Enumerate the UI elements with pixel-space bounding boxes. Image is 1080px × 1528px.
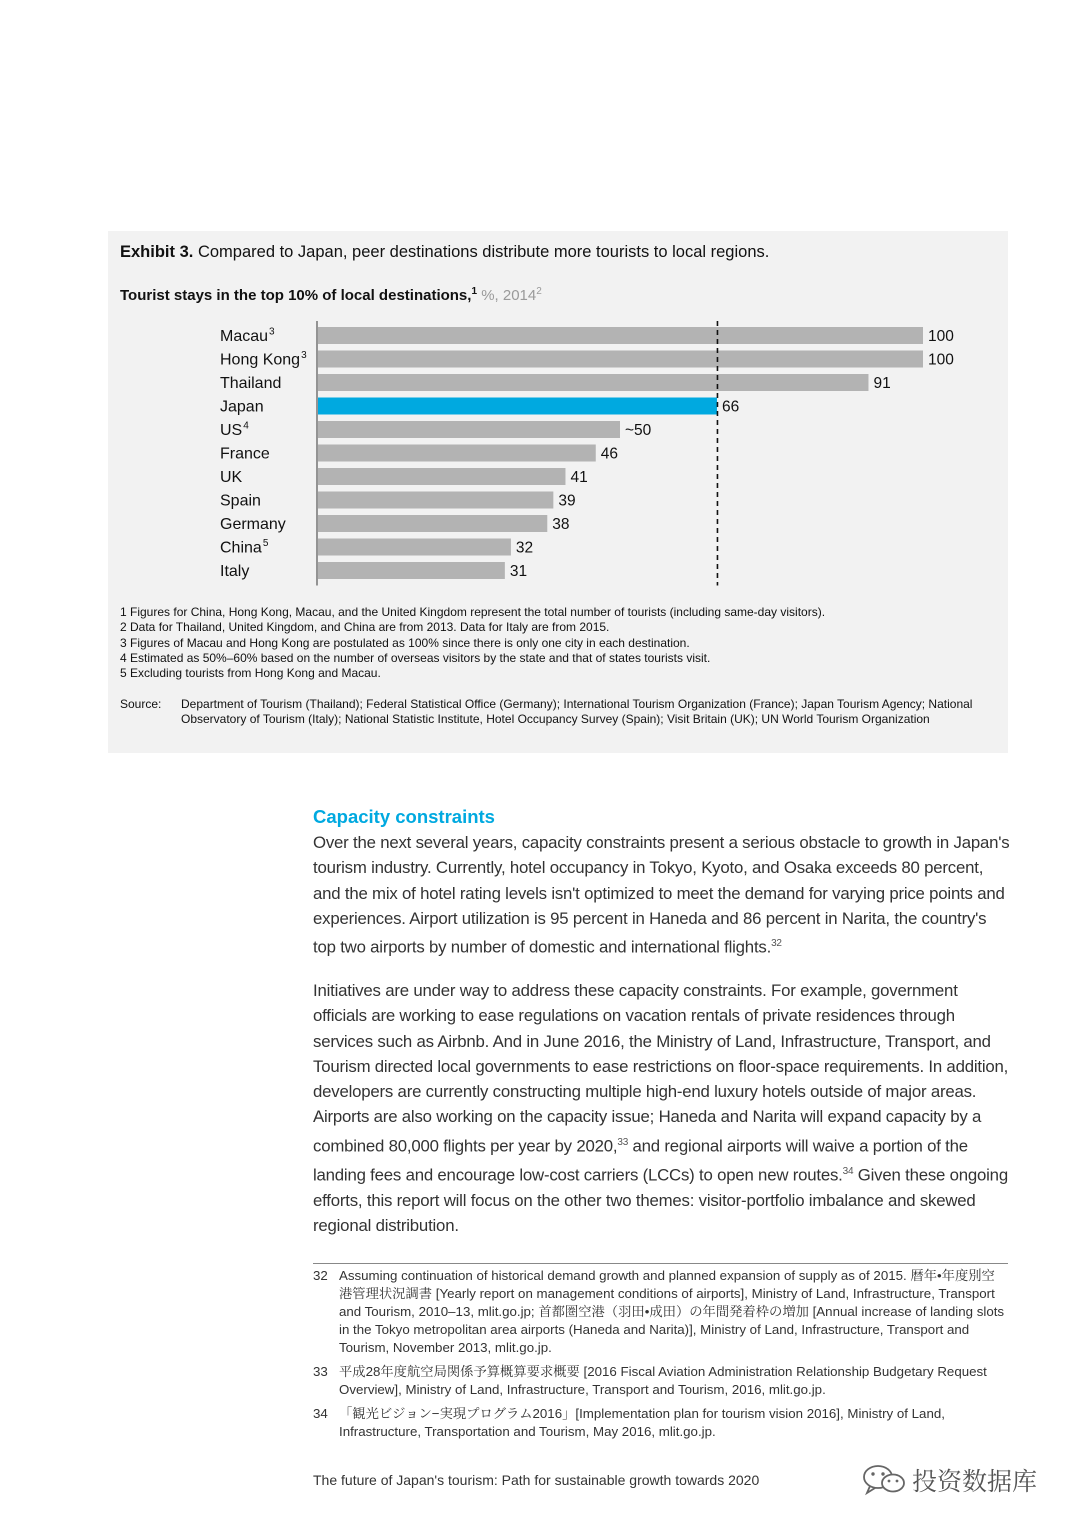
footnote-number: 34 <box>313 1406 328 1421</box>
category-footnote-ref: 3 <box>301 350 307 361</box>
exhibit-note: 1 Figures for China, Hong Kong, Macau, and the United Kingdom represent the total number of tourists (including same-day visitors). <box>120 605 826 619</box>
watermark <box>862 1462 1037 1498</box>
subtitle-unit: %, 2014 <box>481 287 537 304</box>
footnotes <box>313 1267 1008 1447</box>
value-label: 38 <box>552 516 570 533</box>
exhibit-label: Exhibit 3. <box>120 243 194 261</box>
category-label: Italy <box>220 563 250 580</box>
exhibit-title <box>120 243 769 262</box>
value-label: 91 <box>873 375 891 392</box>
bar-germany <box>318 515 547 532</box>
exhibit-title-text: Compared to Japan, peer destinations distribute more tourists to local regions. <box>197 243 770 261</box>
subtitle-footnote-ref: 1 <box>471 286 478 297</box>
exhibit-note: 3 Figures of Macau and Hong Kong are postulated as 100% since there is only one city in each destination. <box>120 635 690 650</box>
value-label: 41 <box>570 469 588 486</box>
exhibit-panel <box>108 231 1008 753</box>
footnote-33 <box>313 1363 1008 1399</box>
bar-thailand <box>318 374 868 391</box>
exhibit-note: 5 Excluding tourists from Hong Kong and Macau. <box>120 666 381 681</box>
category-label: Japan <box>220 398 264 416</box>
bar-uk <box>318 468 565 485</box>
page-footer: The future of Japan's tourism: Path for sustainable growth towards 2020 <box>313 1472 760 1488</box>
value-label: 66 <box>721 398 740 416</box>
footnote-number: 33 <box>313 1364 328 1379</box>
category-label: Hong Kong <box>220 351 301 369</box>
category-label: Macau <box>220 328 269 345</box>
value-label: 100 <box>928 351 954 369</box>
bar-chart-svg <box>108 321 1008 591</box>
value-label: ~50 <box>625 422 652 439</box>
bar-macau <box>318 327 923 344</box>
paragraph-1-text: Over the next several years, capacity constraints present a serious obstacle to growth in Japan's tourism industry. Currently, hotel occupancy in Tokyo, Kyoto, and Osaka exceeds 80 percent, and the mix of hotel rating levels isn't optimized to meet the demand for varying price points and experiences. Airport utilization is 95 percent in Haneda and 86 percent in Narita, the country's top two airports by number of domestic and international flights. <box>313 833 1010 957</box>
paragraph-2-text-b: and regional airports will waive a portion of the landing fees and encourage low-cost carriers (LCCs) to open new routes. <box>313 1136 968 1185</box>
exhibit-note: 2 Data for Thailand, United Kingdom, and China are from 2013. Data for Italy are from 2015. <box>120 620 610 635</box>
footnote-ref-33[interactable]: 33 <box>617 1136 629 1148</box>
footnote-divider <box>313 1263 1008 1264</box>
category-label: France <box>220 445 270 463</box>
bar-france <box>318 445 596 462</box>
footnote-text: 「観光ビジョン−実現プログラム2016」[Implementation plan for tourism vision 2016], Ministry of Land, Infrastructure, Transportation and Tourism, May 2016, mlit.go.jp. <box>339 1406 945 1439</box>
subtitle-unit-footnote-ref: 2 <box>536 286 542 297</box>
footnote-ref-32[interactable]: 32 <box>771 938 782 950</box>
category-label: Spain <box>220 492 261 510</box>
source-label: Source: <box>120 697 162 711</box>
value-label: 100 <box>928 328 954 345</box>
footnote-32 <box>313 1267 1008 1357</box>
watermark-text: 投资数据库 <box>912 1467 1038 1496</box>
footnote-number: 32 <box>313 1268 328 1283</box>
bar-spain <box>318 492 553 509</box>
source-text: Department of Tourism (Thailand); Federal Statistical Office (Germany); International Tourism Organization (France); Japan Tourism Agency; National Observatory of Tourism (Italy); National Statistic Institute, Hotel Occupancy Survey (Spain); Visit Britain (UK); UN World Tourism Organization <box>181 697 973 727</box>
category-label: Germany <box>220 516 286 533</box>
category-footnote-ref: 3 <box>269 326 275 338</box>
footnote-text: 平成28年度航空局関係予算概算要求概要 [2016 Fiscal Aviation Administration Relationship Budgetary Request Overview], Ministry of Land, Infrastructure, Transport and Tourism, 2016, mlit.go.jp. <box>339 1364 987 1397</box>
paragraph-2-text-c: Given these ongoing efforts, this report will focus on the other two themes: visitor-portfolio imbalance and skewed regional distribution. <box>313 1165 1008 1235</box>
paragraph-2 <box>313 978 1013 1238</box>
bar-hong-kong <box>318 351 923 368</box>
category-footnote-ref: 5 <box>262 538 269 549</box>
bar-china <box>318 539 511 556</box>
section-heading: Capacity constraints <box>313 806 495 827</box>
bar-japan <box>318 398 717 415</box>
paragraph-1 <box>313 830 1013 960</box>
category-label: China <box>220 539 262 557</box>
bar-us <box>318 421 620 438</box>
value-label: 31 <box>509 563 528 580</box>
subtitle-main: Tourist stays in the top 10% of local destinations, <box>120 287 472 304</box>
category-label: US <box>220 422 243 439</box>
paragraph-2-text-a: Initiatives are under way to address these capacity constraints. For example, government officials are working to ease regulations on vacation rentals of private residences through services such as Airbnb. And in June 2016, the Ministry of Land, Infrastructure, Transport, and Tourism directed local governments to ease restrictions on floor-space requirements. In addition, developers are currently constructing multiple high-end luxury hotels outside of major areas. Airports are also working on the capacity issue; Haneda and Narita will expand capacity by a combined 80,000 flights per year by 2020, <box>313 981 1009 1156</box>
exhibit-note: 4 Estimated as 50%–60% based on the number of overseas visitors by the state and that of states tourists visit. <box>120 650 711 665</box>
exhibit-subtitle <box>120 286 542 304</box>
footnote-ref-34[interactable]: 34 <box>842 1165 854 1177</box>
wechat-icon <box>862 1463 906 1497</box>
category-label: UK <box>220 469 243 486</box>
exhibit-notes <box>120 605 1000 681</box>
footnote-34 <box>313 1405 1008 1441</box>
bar-italy <box>318 562 505 579</box>
category-label: Thailand <box>220 375 282 392</box>
bar-chart <box>108 321 1008 591</box>
footnote-text: Assuming continuation of historical demand growth and planned expansion of supply as of 2015. 暦年•年度別空港管理状況調書 [Yearly report on management conditions of airports], Ministry of Land, Infrastructure, Transport and Tourism, 2010–13, mlit.go.jp; 首都圏空港（羽田•成田）の年間発着枠の増加 [Annual increase of landing slots in the Tokyo metropolitan area airports (Haneda and Narita)], Ministry of Land, Infrastructure, Transport and Tourism, November 2013, mlit.go.jp. <box>339 1268 1005 1355</box>
category-footnote-ref: 4 <box>243 420 249 432</box>
value-label: 46 <box>600 445 619 463</box>
value-label: 32 <box>515 539 534 557</box>
value-label: 39 <box>558 492 576 510</box>
